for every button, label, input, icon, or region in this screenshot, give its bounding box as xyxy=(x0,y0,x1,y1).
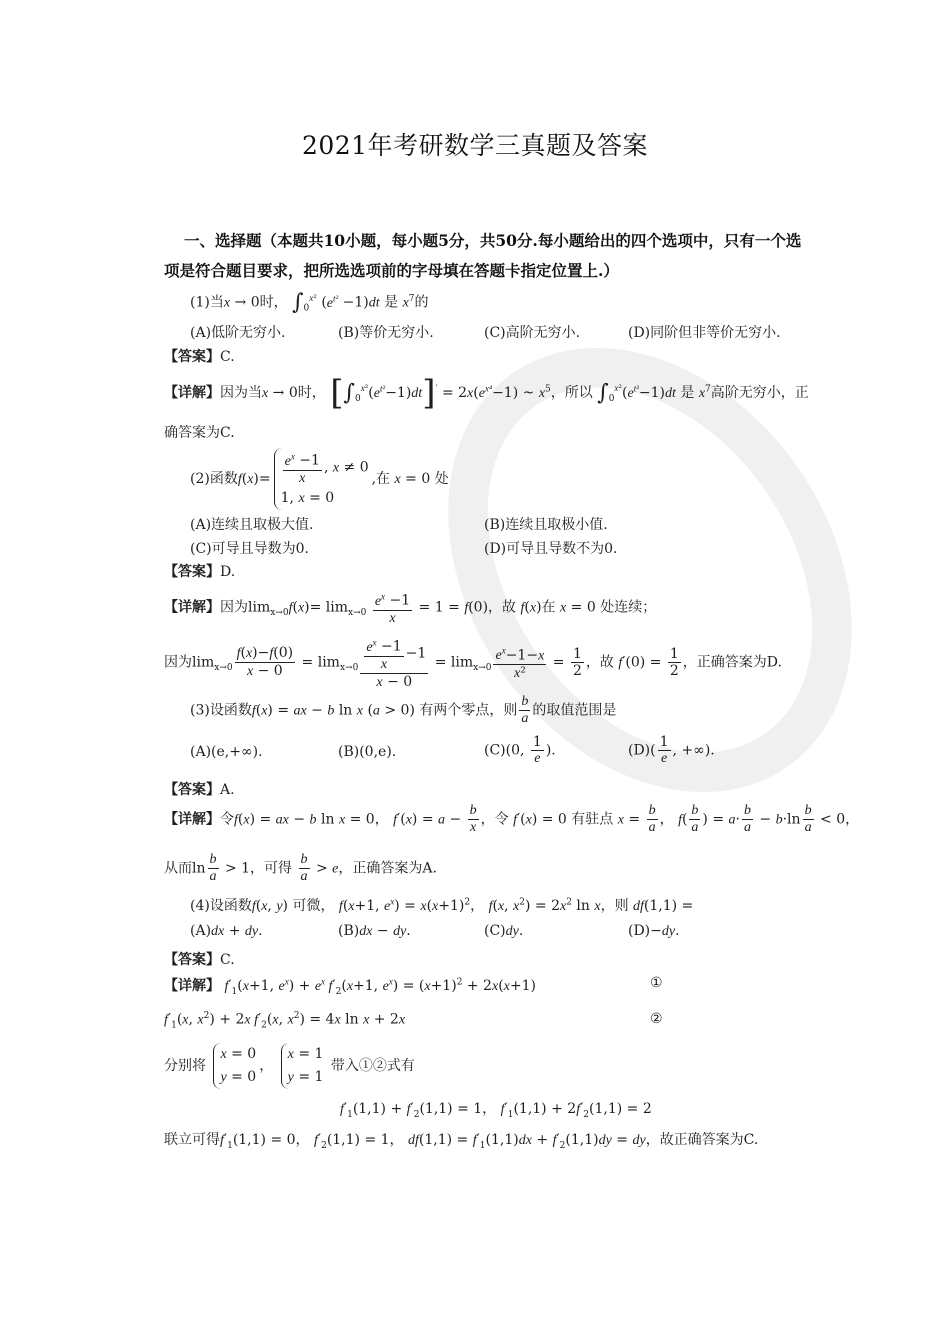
q2-option-d: (D)可导且导数不为0. xyxy=(484,541,618,557)
q3-stem: (3)设函数f(x) = ax − b ln x (a > 0) 有两个零点，则 $\frac{b}{a}$ 的取值范围是 xyxy=(190,694,617,726)
q4-answer: 【答案】C. xyxy=(164,952,235,968)
faint-watermark xyxy=(365,270,935,870)
q1-option-a: (A)低阶无穷小. xyxy=(190,325,286,341)
q4-conclusion: 联立可得$f'_1(1,1) = 0$， $f'_2(1,1) = 1$， $df(1,1) = f'_1(1,1)dx + f'_2(1,1)dy$ = dy，故正确答案为C. xyxy=(164,1132,759,1151)
q3-option-b: (B)(0,e). xyxy=(338,744,397,760)
q2-detail-1: 【详解】因为$\lim_{x\to 0}f(x)= \lim_{x\to 0}$ $\frac{e^x -1}{x}$ = 1 = f(0)，故 f(x)在 x = 0 处连续； xyxy=(164,588,656,627)
q2-option-b: (B)连续且取极小值. xyxy=(484,517,608,533)
q1-stem: (1)当x → 0时， $\int_0^{x^2}$ $(e^{t^2} -1)dt$ 是 $x^7$的 xyxy=(190,290,429,315)
q4-eq1-marker: ① xyxy=(650,975,663,991)
q1-option-d: (D)同阶但非等价无穷小. xyxy=(628,325,781,341)
q2-detail-2: 因为$\lim_{x\to 0}$ $\frac{f(x)-f(0)}{x - 0}$ = $\lim_{x\to 0}$ $\frac{e^x -1}{x}$ −1 x − 0 = $\lim_{x\to 0}$ $\frac{e^x-1-x}{\text{x²}}$ = $\frac{1}{2}$ ，故 f′(0) = $\frac{1}{2}$ ，正确答案为D. xyxy=(164,634,782,691)
q4-detail-eq1: 【详解】 $f'_1(x+1$, $e^x) + e^x$ $f'_2(x+1$, $e^x) = (x+1)^2 + 2x(x+1)$ xyxy=(164,976,536,997)
q4-stem: (4)设函数f(x, y) 可微， f(x+1, $e^x) = x(x+1)^2$， f(x, $x^2) = 2x^2$ ln x，则 df(1,1) = xyxy=(190,896,694,914)
q1-detail: 【详解】因为当x → 0时， $[\int_0^{x^2}(e^{t^2}-1)dt]' = 2x(e^{x^4}-1)$ ~ $x^5$，所以 $\int_0^{x^2}(e^{t^2}-1)dt$ 是 $x^7$高阶无穷小，正 xyxy=(164,373,809,413)
q1-option-b: (B)等价无穷小. xyxy=(338,325,434,341)
q4-option-a: (A)dx + dy. xyxy=(190,923,263,939)
q4-system: $f'_1(1,1) + f'_2(1,1) = 1$， $f'_1(1,1) + 2f'_2(1,1) = 2$ xyxy=(340,1101,652,1120)
q3-option-c: (C)(0, $\frac{1}{e}$ ). xyxy=(484,734,556,766)
q4-substitution: 分别将 x = 0 y = 0 ， x = 1 y = 1 带入①②式有 xyxy=(164,1043,415,1089)
q1-detail-cont: 确答案为C. xyxy=(164,425,235,441)
q3-detail-1: 【详解】令f(x) = ax − b ln x = 0， f′(x) = a − $\frac{b}{x}$ ，令 f′(x) = 0 有驻点 x = $\frac{b}{a}$ ， f( $\frac{b}{a}$ ) = a· $\frac{b}{a}$ − b·ln $\frac{b}{a}$ < 0， xyxy=(164,803,860,835)
q3-detail-2: 从而ln $\frac{b}{a}$ > 1，可得 $\frac{b}{a}$ > e，正确答案为A. xyxy=(164,852,437,884)
q3-answer: 【答案】A. xyxy=(164,782,235,798)
q2-answer: 【答案】D. xyxy=(164,564,236,580)
q2-option-c: (C)可导且导数为0. xyxy=(190,541,309,557)
q2-option-a: (A)连续且取极大值. xyxy=(190,517,314,533)
q4-eq2-marker: ② xyxy=(650,1011,663,1027)
q3-option-d: (D)( $\frac{1}{e}$ , +∞). xyxy=(628,734,715,766)
q4-option-c: (C)dy. xyxy=(484,923,524,939)
q2-stem: (2)函数f(x)= $\frac{e^x -1}{x}$ , x ≠ 0 1, x = 0 ,在 x = 0 处 xyxy=(190,448,449,510)
section-heading: 一、选择题（本题共10小题，每小题5分，共50分.每小题给出的四个选项中，只有一个选项是符合题目要求，把所选选项前的字母填在答题卡指定位置上.） xyxy=(164,231,802,280)
q3-option-a: (A)(e,+∞). xyxy=(190,744,263,760)
q4-detail-eq2: $f'_1(x$, $x^2) + 2x$ $f'_2(x$, $x^2) = 4x$ ln x + 2x xyxy=(164,1011,406,1031)
q4-option-d: (D)−dy. xyxy=(628,923,680,939)
q4-option-b: (B)dx − dy. xyxy=(338,923,411,939)
page-title: 2021年考研数学三真题及答案 xyxy=(301,131,649,160)
q1-option-c: (C)高阶无穷小. xyxy=(484,325,581,341)
q1-answer: 【答案】C. xyxy=(164,349,235,365)
